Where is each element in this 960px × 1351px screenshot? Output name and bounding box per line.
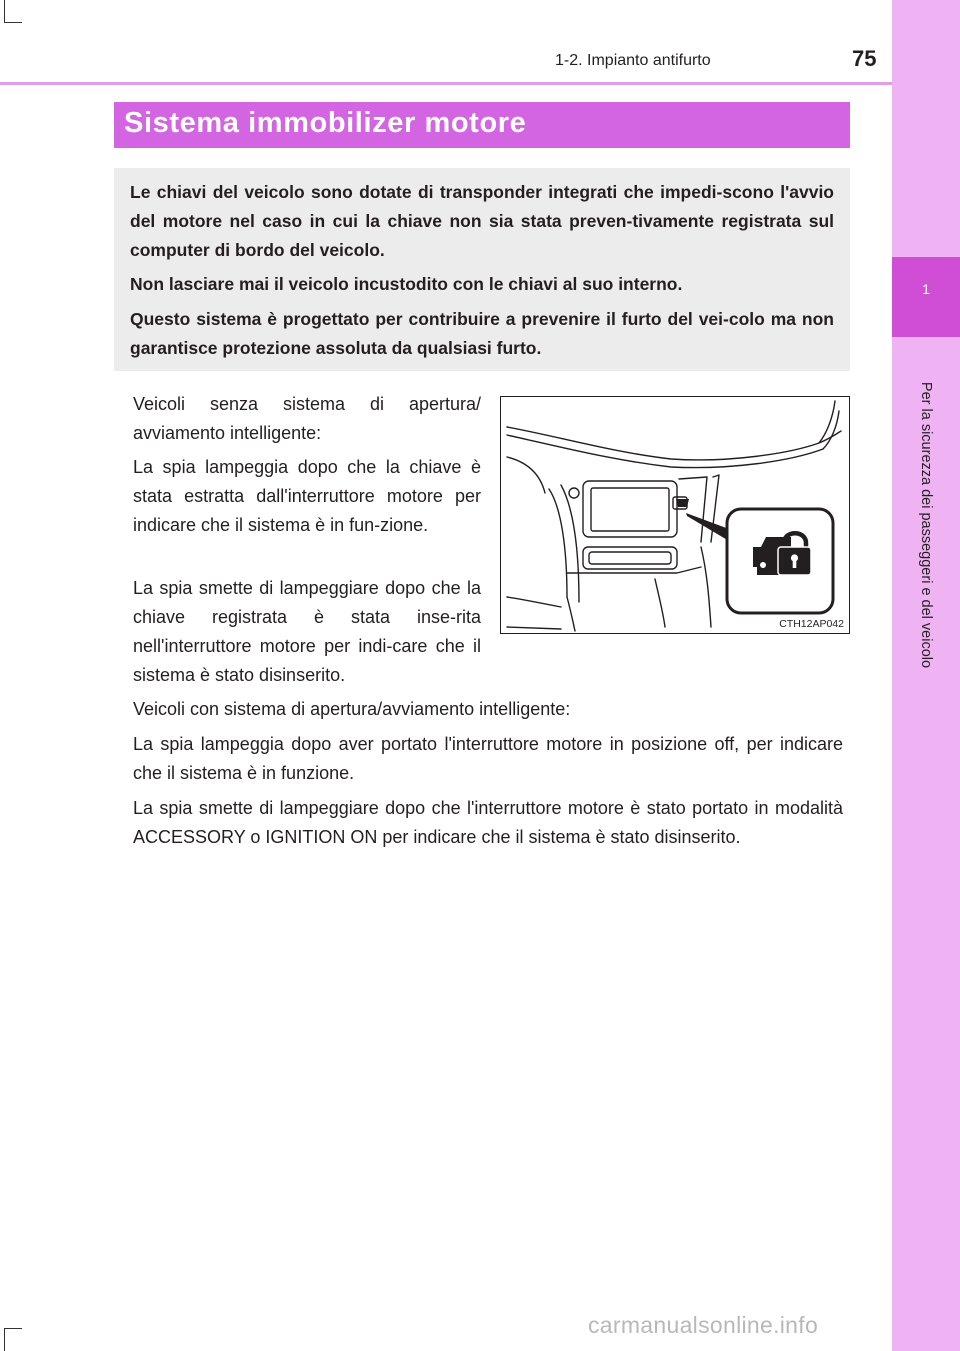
intro-paragraph: Questo sistema è progettato per contribuire a prevenire il furto del vei-colo ma non garantisce protezione assoluta da qualsiasi furto. [130, 309, 834, 358]
crop-mark [4, 1328, 22, 1329]
page-number: 75 [852, 46, 877, 71]
dashboard-drawing [501, 397, 849, 633]
chapter-tab[interactable] [892, 257, 960, 337]
intro-box [114, 168, 850, 371]
header-section-title: 1-2. Impianto antifurto [555, 52, 711, 69]
crop-mark [4, 22, 22, 23]
body-paragraph: La spia lampeggia dopo aver portato l'interruttore motore in posizione off, per indicare che il sistema è in funzione. [133, 734, 843, 783]
header-rule [0, 82, 892, 85]
intro-paragraph: Le chiavi del veicolo sono dotate di transponder integrati che impedi-scono l'avvio del motore nel caso in cui la chiave non sia stata preven-tivamente registrata sul computer di bordo del veicolo. [130, 182, 834, 260]
crop-mark [4, 1329, 5, 1351]
indicator-lamp [676, 499, 689, 507]
chapter-number: 1 [922, 281, 930, 297]
section-title-bar [114, 102, 850, 148]
body-paragraph: La spia smette di lampeggiare dopo che l'interruttore motore è stato portato in modalità ACCESSORY o IGNITION ON per indicare che il sistema è stato disinserito. [133, 798, 843, 847]
body-paragraph: Veicoli con sistema di apertura/avviamento intelligente: [133, 699, 571, 719]
body-paragraph: La spia smette di lampeggiare dopo che la chiave registrata è stata inse-rita nell'interruttore motore per indi-care che il sistema è stato disinserito. [133, 578, 481, 685]
crop-mark [4, 0, 5, 22]
figure-code: CTH12AP042 [779, 618, 844, 630]
section-title: Sistema immobilizer motore [124, 107, 527, 139]
callout-pointer [686, 513, 729, 541]
body-paragraph: La spia lampeggia dopo che la chiave è stata estratta dall'interruttore motore per indicare che il sistema è in fun-zione. [133, 457, 481, 535]
body-paragraph: Veicoli senza sistema di apertura/ avviamento intelligente: [133, 394, 481, 443]
side-tab [892, 0, 960, 1351]
dashboard-illustration [500, 396, 850, 634]
chapter-title-vertical: Per la sicurezza dei passeggeri e del veicolo [918, 381, 934, 669]
watermark: carmanualsonline.info [588, 1312, 819, 1338]
intro-paragraph: Non lasciare mai il veicolo incustodito con le chiavi al suo interno. [130, 274, 683, 294]
